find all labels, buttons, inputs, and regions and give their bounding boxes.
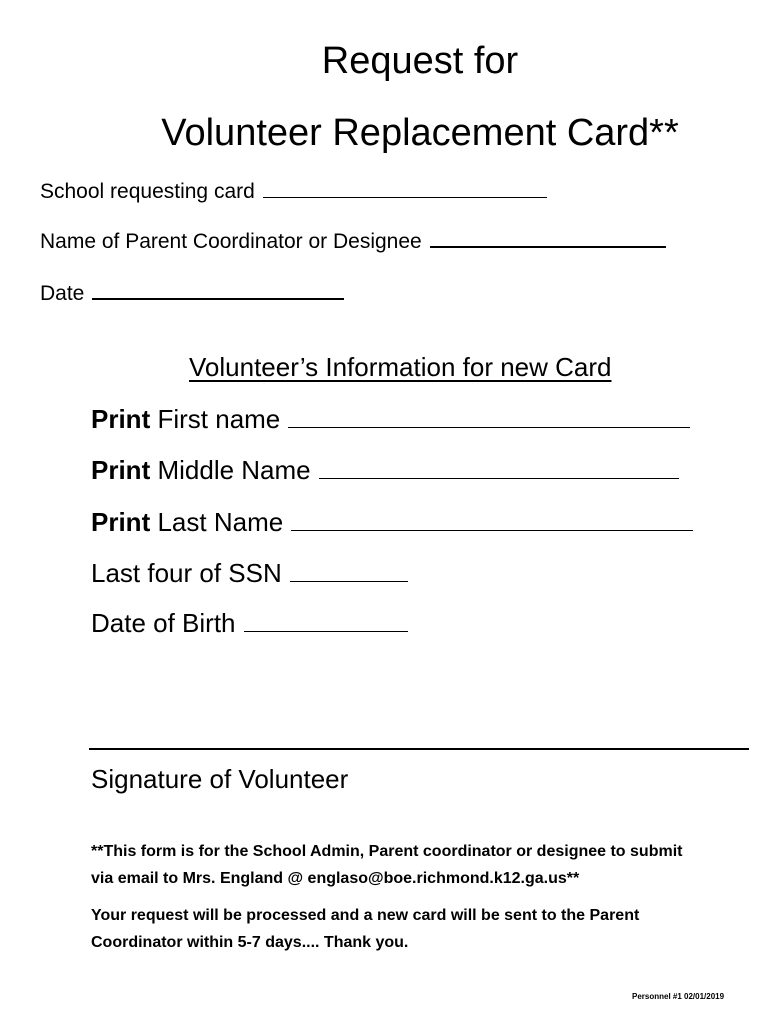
- date-blank-line[interactable]: [92, 297, 344, 300]
- middle-name-label: Middle Name: [157, 455, 311, 485]
- signature-label: Signature of Volunteer: [91, 764, 349, 794]
- form-footer: Personnel #1 02/01/2019: [632, 992, 725, 1001]
- middle-name-field: [91, 455, 679, 486]
- ssn-label: Last four of SSN: [91, 558, 282, 588]
- section-heading: Volunteer’s Information for new Card: [189, 352, 612, 382]
- date-label: Date: [40, 282, 85, 305]
- school-blank-line[interactable]: [263, 196, 547, 198]
- note-line-3: Your request will be processed and a new card will be sent to the Parent: [91, 907, 640, 924]
- print-label: Print: [91, 404, 151, 434]
- school-field: [40, 180, 547, 204]
- coordinator-label: Name of Parent Coordinator or Designee: [40, 230, 422, 253]
- middle-name-blank-line[interactable]: [319, 477, 679, 479]
- dob-label: Date of Birth: [91, 608, 236, 638]
- coordinator-blank-line[interactable]: [430, 245, 666, 248]
- ssn-field: [91, 558, 408, 589]
- form-title-line1: Request for: [321, 40, 519, 82]
- signature-line[interactable]: [89, 748, 749, 750]
- print-label: Print: [91, 455, 151, 485]
- dob-field: [91, 608, 408, 639]
- date-field: [40, 282, 344, 306]
- note-line-4: Coordinator within 5-7 days.... Thank you.: [91, 934, 409, 951]
- last-name-blank-line[interactable]: [291, 529, 693, 531]
- note-line-1: **This form is for the School Admin, Parent coordinator or designee to submit: [91, 843, 683, 860]
- note-line-2: via email to Mrs. England @ englaso@boe.richmond.k12.ga.us**: [91, 870, 580, 887]
- first-name-field: [91, 404, 690, 435]
- instructions-note: [91, 838, 682, 892]
- dob-blank-line[interactable]: [244, 630, 408, 632]
- processing-note: [91, 902, 639, 956]
- print-label: Print: [91, 507, 151, 537]
- first-name-label: First name: [157, 404, 281, 434]
- first-name-blank-line[interactable]: [288, 426, 690, 428]
- last-name-field: [91, 507, 693, 538]
- ssn-blank-line[interactable]: [290, 580, 408, 582]
- form-title-line2: Volunteer Replacement Card**: [161, 112, 679, 154]
- school-label: School requesting card: [40, 180, 255, 203]
- last-name-label: Last Name: [157, 507, 284, 537]
- coordinator-field: [40, 230, 666, 254]
